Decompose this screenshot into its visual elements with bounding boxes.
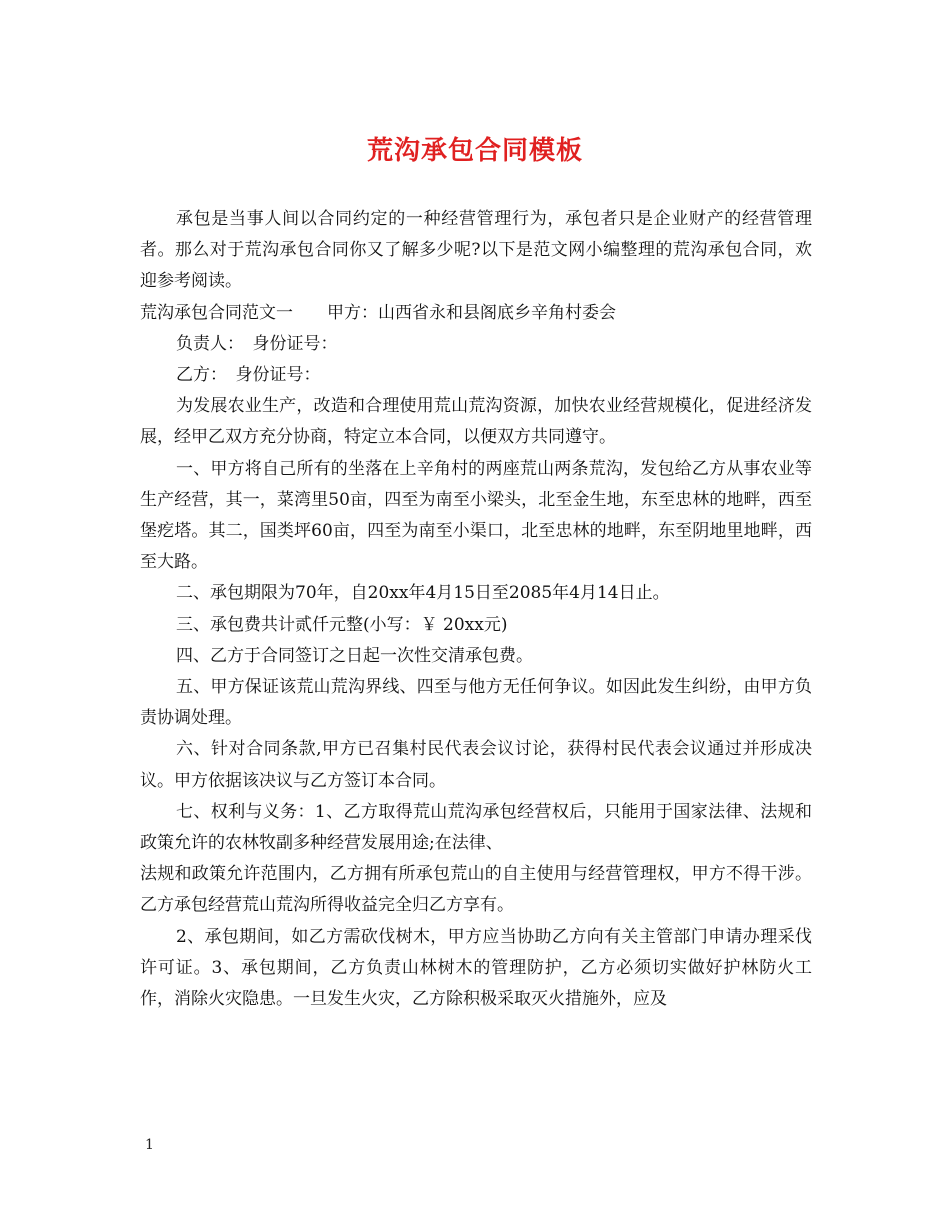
paragraph: 承包是当事人间以合同约定的一种经营管理行为，承包者只是企业财产的经营管理者。那么对于荒沟承包合同你又了解多少呢?以下是范文网小编整理的荒沟承包合同，欢迎参考阅读。 [140, 209, 812, 292]
paragraph: 荒沟承包合同范文一 甲方：山西省永和县阁底乡辛角村委会 [140, 302, 616, 323]
paragraph: 为发展农业生产，改造和合理使用荒山荒沟资源，加快农业经营规模化，促进经济发展，经甲乙双方充分协商，特定立本合同，以便双方共同遵守。 [140, 396, 812, 448]
paragraph: 一、甲方将自己所有的坐落在上辛角村的两座荒山两条荒沟，发包给乙方从事农业等生产经营，其一，菜湾里50亩，四至为南至小梁头，北至金生地，东至忠林的地畔，西至堡疙塔。其二，国类坪60亩，四至为南至小渠口，北至忠林的地畔，东至阴地里地畔，西至大路。 [140, 458, 812, 573]
paragraph: 2、承包期间，如乙方需砍伐树木，甲方应当协助乙方向有关主管部门申请办理采伐许可证。3、承包期间，乙方负责山林树木的管理防护，乙方必须切实做好护林防火工作，消除火灾隐患。一旦发生火灾，乙方除积极采取灭火措施外，应及 [140, 926, 812, 1010]
paragraph: 三、承包费共计贰仟元整(小写：￥ 20xx元) [176, 614, 508, 635]
paragraph: 二、承包期限为70年，自20xx年4月15日至2085年4月14日止。 [176, 583, 670, 604]
document-body [140, 204, 812, 1015]
paragraph: 乙方： 身份证号： [176, 365, 321, 386]
paragraph: 四、乙方于合同签订之日起一次性交清承包费。 [176, 645, 533, 666]
page-number: 1 [145, 1137, 154, 1153]
paragraph: 五、甲方保证该荒山荒沟界线、四至与他方无任何争议。如因此发生纠纷，由甲方负责协调处理。 [140, 677, 812, 729]
paragraph: 七、权利与义务：1、乙方取得荒山荒沟承包经营权后，只能用于国家法律、法规和政策允许的农林牧副多种经营发展用途;在法律、 [140, 801, 812, 854]
paragraph: 六、针对合同条款,甲方已召集村民代表会议讨论，获得村民代表会议通过并形成决议。甲方依据该决议与乙方签订本合同。 [140, 739, 812, 791]
paragraph: 法规和政策允许范围内，乙方拥有所承包荒山的自主使用与经营管理权，甲方不得干涉。乙方承包经营荒山荒沟所得收益完全归乙方享有。 [140, 864, 812, 916]
document-title: 荒沟承包合同模板 [366, 136, 583, 166]
paragraph: 负责人： 身份证号： [176, 333, 338, 354]
